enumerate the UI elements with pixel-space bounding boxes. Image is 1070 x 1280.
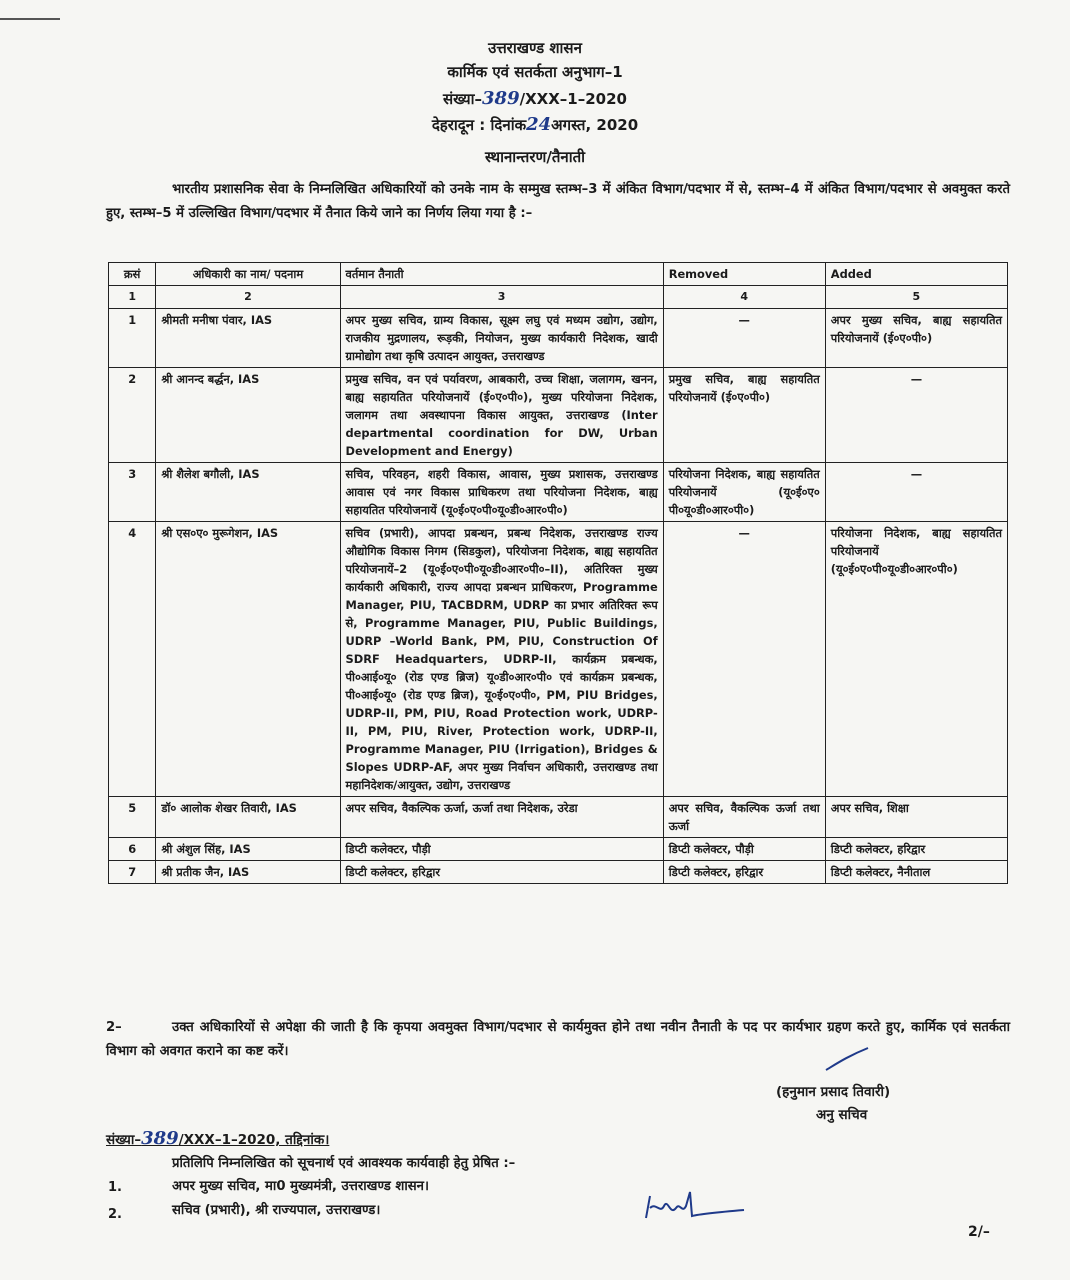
table-header-row [109, 263, 1008, 286]
row-current: सचिव, परिवहन, शहरी विकास, आवास, मुख्य प्रशासक, उत्तराखण्ड आवास एवं नगर विकास प्राधिकरण तथा परियोजना निदेशक, बाह्य सहायतित परियोजनायें (यू०ई०ए०पी०यू०डी०आर०पी०) [340, 463, 663, 522]
header-name: अधिकारी का नाम/ पदनाम [156, 263, 340, 286]
govt-title: उत्तराखण्ड शासन [488, 39, 582, 57]
transfer-table [108, 262, 1008, 884]
table-row [109, 368, 1008, 463]
row-name: श्री शैलेश बगौली, IAS [156, 463, 340, 522]
copy-item: अपर मुख्य सचिव, मा0 मुख्यमंत्री, उत्तराखण्ड शासन। [172, 1179, 429, 1194]
row-name: श्री अंशुल सिंह, IAS [156, 838, 340, 861]
row-removed: डिप्टी कलेक्टर, पौड़ी [663, 838, 825, 861]
reference-number: संख्या–389/XXX–1–2020 [443, 88, 627, 109]
row-added: — [825, 368, 1007, 463]
handwritten-ref-number: 389 [482, 88, 520, 109]
instruction-paragraph: 2– उक्त अधिकारियों से अपेक्षा की जाती है कि कृपया अवमुक्त विभाग/पदभार से कार्यमुक्त होने तथा नवीन तैनाती के पद पर कार्यभार ग्रहण करते हुए, कार्मिक एवं सतर्कता विभाग को अवगत कराने का कष्ट करें। [106, 1020, 1010, 1059]
col-num: 2 [156, 286, 340, 309]
col-num: 3 [340, 286, 663, 309]
subject-heading: स्थानान्तरण/तैनाती [484, 148, 586, 166]
header-added: Added [825, 263, 1007, 286]
copy-item-number: 1. [108, 1180, 122, 1195]
col-num: 5 [825, 286, 1007, 309]
signatory-name: (हनुमान प्रसाद तिवारी) [776, 1084, 891, 1100]
row-sno: 1 [109, 309, 156, 368]
row-name: श्री एस०ए० मुरूगेशन, IAS [156, 522, 340, 797]
date-line: देहरादून : दिनांक24अगस्त, 2020 [431, 114, 639, 135]
row-added: अपर सचिव, शिक्षा [825, 797, 1007, 838]
row-added: डिप्टी कलेक्टर, हरिद्वार [825, 838, 1007, 861]
row-name: श्री आनन्द बर्द्धन, IAS [156, 368, 340, 463]
handwritten-date: 24 [526, 114, 552, 135]
col-num: 4 [663, 286, 825, 309]
intro-paragraph: भारतीय प्रशासनिक सेवा के निम्नलिखित अधिकारियों को उनके नाम के सम्मुख स्तम्भ–3 में अंकित विभाग/पदभार में से, स्तम्भ–4 में अंकित विभाग/पदभार से अवमुक्त करते हुए, स्तम्भ–5 में उल्लिखित विभाग/पदभार में तैनात किये जाने का निर्णय लिया गया है :– [106, 182, 1010, 221]
scan-edge-mark [0, 18, 60, 20]
row-current: अपर मुख्य सचिव, ग्राम्य विकास, सूक्ष्म लघु एवं मध्यम उद्योग, उद्योग, राजकीय मुद्रणालय, रूड़की, नियोजन, मुख्य कार्यकारी निदेशक, खादी ग्रामोद्योग तथा कृषि उत्पादन आयुक्त, उत्तराखण्ड [340, 309, 663, 368]
row-current: प्रमुख सचिव, वन एवं पर्यावरण, आबकारी, उच्च शिक्षा, जलागम, खनन, बाह्य सहायतित परियोजनायें (ई०ए०पी०), मुख्य परियोजना निदेशक, जलागम तथा अवस्थापना विकास आयुक्त, उत्तराखण्ड (Inter departmental coordination for DW, Urban Development and Energy) [340, 368, 663, 463]
row-added: अपर मुख्य सचिव, बाह्य सहायतित परियोजनायें (ई०ए०पी०) [825, 309, 1007, 368]
handwritten-copy-ref-number: 389 [141, 1128, 179, 1149]
row-added: डिप्टी कलेक्टर, नैनीताल [825, 861, 1007, 884]
table-row [109, 861, 1008, 884]
header-removed: Removed [663, 263, 825, 286]
table-row [109, 463, 1008, 522]
row-removed: डिप्टी कलेक्टर, हरिद्वार [663, 861, 825, 884]
table-row [109, 522, 1008, 797]
table-row [109, 797, 1008, 838]
header-sno: क्रसं [109, 263, 156, 286]
row-removed: — [663, 309, 825, 368]
signatory-designation: अनु सचिव [816, 1107, 868, 1123]
col-num: 1 [109, 286, 156, 309]
row-removed: अपर सचिव, वैकल्पिक ऊर्जा तथा ऊर्जा [663, 797, 825, 838]
header-current: वर्तमान तैनाती [340, 263, 663, 286]
page-number: 2/– [968, 1224, 990, 1240]
row-name: श्रीमती मनीषा पंवार, IAS [156, 309, 340, 368]
initials-signature [640, 1188, 750, 1224]
row-current: डिप्टी कलेक्टर, हरिद्वार [340, 861, 663, 884]
row-sno: 5 [109, 797, 156, 838]
table-row [109, 838, 1008, 861]
row-added: परियोजना निदेशक, बाह्य सहायतित परियोजनायें (यू०ई०ए०पी०यू०डी०आर०पी०) [825, 522, 1007, 797]
department-title: कार्मिक एवं सतर्कता अनुभाग–1 [447, 63, 623, 81]
signature-mark [822, 1044, 872, 1074]
row-added: — [825, 463, 1007, 522]
row-current: सचिव (प्रभारी), आपदा प्रबन्धन, प्रबन्ध निदेशक, उत्तराखण्ड राज्य औद्योगिक विकास निगम (सिडकुल), परियोजना निदेशक, बाह्य सहायतित परियोजनायें–2 (यू०ई०ए०पी०यू०डी०आर०पी०–II), अतिरिक्त मुख्य कार्यकारी अधिकारी, राज्य आपदा प्रबन्धन प्राधिकरण, Programme Manager, PIU, TACBDRM, UDRP का प्रभार अतिरिक्त रूप से, Programme Manager, PIU, Public Buildings, UDRP –World Bank, PM, PIU, Construction Of SDRF Headquarters, UDRP-II, कार्यक्रम प्रबन्धक, पी०आई०यू० (रोड एण्ड ब्रिज) यू०डी०आर०पी० एवं कार्यक्रम प्रबन्धक, पी०आई०यू० (रोड एण्ड ब्रिज), यू०ई०ए०पी०, PM, PIU Bridges, UDRP-II, PM, PIU, Road Protection work, UDRP-II, PM, PIU, River, Protection work, UDRP-II, Programme Manager, PIU (Irrigation), Bridges & Slopes UDRP-AF, अपर मुख्य निर्वाचन अधिकारी, उत्तराखण्ड तथा महानिदेशक/आयुक्त, उद्योग, उत्तराखण्ड [340, 522, 663, 797]
row-sno: 4 [109, 522, 156, 797]
row-sno: 3 [109, 463, 156, 522]
row-current: डिप्टी कलेक्टर, पौड़ी [340, 838, 663, 861]
copy-item: सचिव (प्रभारी), श्री राज्यपाल, उत्तराखण्ड। [172, 1203, 381, 1218]
row-removed: — [663, 522, 825, 797]
row-current: अपर सचिव, वैकल्पिक ऊर्जा, ऊर्जा तथा निदेशक, उरेडा [340, 797, 663, 838]
copy-item-number: 2. [108, 1207, 122, 1222]
row-name: श्री प्रतीक जैन, IAS [156, 861, 340, 884]
copy-intro: प्रतिलिपि निम्नलिखित को सूचनार्थ एवं आवश्यक कार्यवाही हेतु प्रेषित :– [172, 1156, 516, 1171]
row-sno: 2 [109, 368, 156, 463]
table-row [109, 309, 1008, 368]
row-removed: परियोजना निदेशक, बाह्य सहायतित परियोजनायें (यू०ई०ए० पी०यू०डी०आर०पी०) [663, 463, 825, 522]
row-removed: प्रमुख सचिव, बाह्य सहायतित परियोजनायें (ई०ए०पी०) [663, 368, 825, 463]
row-sno: 7 [109, 861, 156, 884]
copy-reference: संख्या–389/XXX–1–2020, तद्दिनांक। [106, 1128, 330, 1149]
column-number-row [109, 286, 1008, 309]
row-sno: 6 [109, 838, 156, 861]
row-name: डॉ० आलोक शेखर तिवारी, IAS [156, 797, 340, 838]
